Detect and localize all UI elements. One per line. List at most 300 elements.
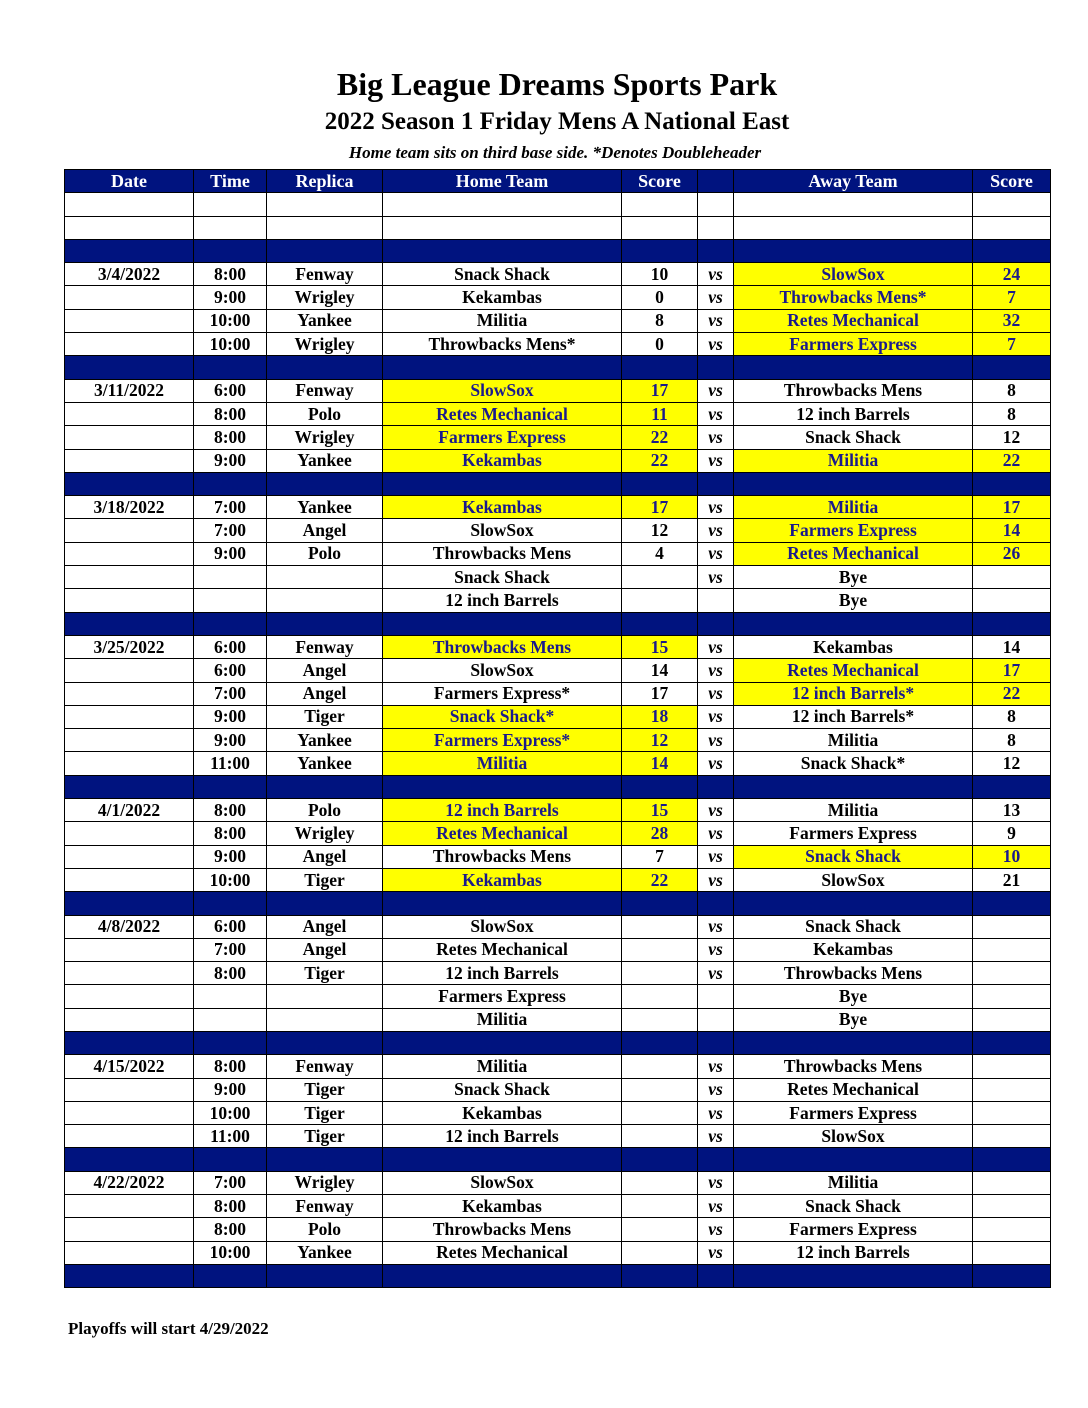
- cell-away-team: SlowSox: [734, 263, 973, 286]
- cell-away-team: Militia: [734, 496, 973, 519]
- cell-vs: vs: [698, 1078, 734, 1101]
- cell-time: [194, 1148, 267, 1171]
- cell-away-score: 9: [973, 822, 1051, 845]
- cell-home-score: 17: [622, 379, 698, 402]
- game-row: [65, 915, 1051, 938]
- cell-home-team: Throwbacks Mens*: [383, 333, 622, 356]
- cell-time: [194, 216, 267, 239]
- cell-time: 8:00: [194, 822, 267, 845]
- cell-home-score: [622, 985, 698, 1008]
- game-row: [65, 799, 1051, 822]
- cell-away-score: [973, 1264, 1051, 1287]
- cell-away-score: 17: [973, 496, 1051, 519]
- cell-vs: vs: [698, 1125, 734, 1148]
- cell-away-team: 12 inch Barrels: [734, 402, 973, 425]
- cell-home-score: [622, 356, 698, 379]
- cell-date: [65, 333, 194, 356]
- cell-home-score: [622, 193, 698, 216]
- cell-home-score: 15: [622, 635, 698, 658]
- game-row: [65, 286, 1051, 309]
- cell-away-team: Militia: [734, 449, 973, 472]
- cell-away-team: Throwbacks Mens: [734, 962, 973, 985]
- cell-vs: vs: [698, 729, 734, 752]
- game-row: [65, 1125, 1051, 1148]
- cell-time: [194, 1031, 267, 1054]
- cell-time: [194, 1264, 267, 1287]
- cell-away-team: [734, 239, 973, 262]
- game-row: [65, 1171, 1051, 1194]
- cell-home-team: Kekambas: [383, 496, 622, 519]
- cell-date: 4/22/2022: [65, 1171, 194, 1194]
- cell-time: 9:00: [194, 705, 267, 728]
- cell-time: 6:00: [194, 379, 267, 402]
- cell-home-team: Snack Shack*: [383, 705, 622, 728]
- cell-time: 8:00: [194, 426, 267, 449]
- game-row: [65, 309, 1051, 332]
- cell-away-score: [973, 612, 1051, 635]
- game-row: [65, 938, 1051, 961]
- cell-home-score: 15: [622, 799, 698, 822]
- cell-date: [65, 1195, 194, 1218]
- cell-away-score: 7: [973, 286, 1051, 309]
- cell-vs: [698, 1264, 734, 1287]
- cell-date: [65, 589, 194, 612]
- cell-home-team: Snack Shack: [383, 263, 622, 286]
- cell-time: 8:00: [194, 799, 267, 822]
- cell-home-score: 22: [622, 449, 698, 472]
- cell-away-score: [973, 962, 1051, 985]
- game-row: [65, 589, 1051, 612]
- cell-home-team: Snack Shack: [383, 1078, 622, 1101]
- table-header: [65, 170, 1051, 193]
- cell-date: [65, 705, 194, 728]
- cell-date: [65, 193, 194, 216]
- cell-replica: Wrigley: [267, 822, 383, 845]
- playoffs-note: Playoffs will start 4/29/2022: [68, 1319, 269, 1338]
- cell-home-team: SlowSox: [383, 1171, 622, 1194]
- cell-vs: vs: [698, 333, 734, 356]
- cell-away-team: [734, 775, 973, 798]
- cell-vs: vs: [698, 938, 734, 961]
- game-row: [65, 449, 1051, 472]
- cell-away-score: 8: [973, 705, 1051, 728]
- cell-home-score: 8: [622, 309, 698, 332]
- cell-time: 11:00: [194, 752, 267, 775]
- game-row: [65, 729, 1051, 752]
- cell-replica: Angel: [267, 659, 383, 682]
- cell-home-team: Militia: [383, 1055, 622, 1078]
- header-home-score: Score: [622, 170, 698, 193]
- cell-date: 3/18/2022: [65, 496, 194, 519]
- week-separator-row: [65, 356, 1051, 379]
- cell-vs: [698, 775, 734, 798]
- cell-away-score: 8: [973, 379, 1051, 402]
- cell-away-team: Militia: [734, 729, 973, 752]
- cell-away-score: [973, 1125, 1051, 1148]
- cell-away-team: [734, 892, 973, 915]
- cell-home-team: [383, 612, 622, 635]
- cell-vs: vs: [698, 286, 734, 309]
- cell-date: [65, 938, 194, 961]
- cell-date: [65, 1264, 194, 1287]
- cell-away-team: [734, 1264, 973, 1287]
- cell-home-score: [622, 1264, 698, 1287]
- cell-vs: vs: [698, 752, 734, 775]
- cell-time: 8:00: [194, 402, 267, 425]
- blank-row: [65, 216, 1051, 239]
- cell-home-team: 12 inch Barrels: [383, 1125, 622, 1148]
- game-row: [65, 985, 1051, 1008]
- cell-replica: Fenway: [267, 1055, 383, 1078]
- cell-away-score: 13: [973, 799, 1051, 822]
- cell-time: [194, 985, 267, 1008]
- cell-replica: [267, 193, 383, 216]
- header-date: Date: [65, 170, 194, 193]
- cell-away-team: Kekambas: [734, 938, 973, 961]
- cell-vs: [698, 1148, 734, 1171]
- cell-date: [65, 1148, 194, 1171]
- header-away-score: Score: [973, 170, 1051, 193]
- cell-home-team: Farmers Express: [383, 985, 622, 1008]
- game-row: [65, 682, 1051, 705]
- game-row: [65, 542, 1051, 565]
- cell-time: [194, 1008, 267, 1031]
- cell-vs: vs: [698, 426, 734, 449]
- cell-away-team: [734, 1148, 973, 1171]
- cell-away-score: [973, 892, 1051, 915]
- cell-time: [194, 892, 267, 915]
- cell-away-score: [973, 938, 1051, 961]
- cell-home-team: SlowSox: [383, 915, 622, 938]
- cell-away-team: Bye: [734, 566, 973, 589]
- cell-home-score: [622, 1171, 698, 1194]
- cell-home-team: Snack Shack: [383, 566, 622, 589]
- cell-home-score: [622, 1148, 698, 1171]
- cell-replica: [267, 472, 383, 495]
- cell-time: 6:00: [194, 915, 267, 938]
- cell-home-team: 12 inch Barrels: [383, 799, 622, 822]
- cell-replica: Tiger: [267, 705, 383, 728]
- cell-away-score: 14: [973, 635, 1051, 658]
- cell-home-team: Kekambas: [383, 1195, 622, 1218]
- cell-vs: vs: [698, 402, 734, 425]
- cell-away-score: [973, 1031, 1051, 1054]
- cell-replica: Angel: [267, 845, 383, 868]
- cell-date: 3/25/2022: [65, 635, 194, 658]
- cell-away-team: Throwbacks Mens*: [734, 286, 973, 309]
- cell-replica: Wrigley: [267, 1171, 383, 1194]
- cell-away-score: [973, 193, 1051, 216]
- cell-time: 9:00: [194, 542, 267, 565]
- cell-home-team: Farmers Express*: [383, 729, 622, 752]
- cell-replica: [267, 1008, 383, 1031]
- cell-time: 6:00: [194, 635, 267, 658]
- cell-away-score: [973, 1195, 1051, 1218]
- cell-away-score: [973, 775, 1051, 798]
- cell-time: [194, 775, 267, 798]
- cell-vs: [698, 193, 734, 216]
- cell-home-team: Retes Mechanical: [383, 822, 622, 845]
- cell-time: [194, 612, 267, 635]
- cell-date: [65, 892, 194, 915]
- cell-away-score: [973, 239, 1051, 262]
- cell-home-team: [383, 892, 622, 915]
- game-row: [65, 1008, 1051, 1031]
- cell-time: 9:00: [194, 1078, 267, 1101]
- cell-replica: [267, 985, 383, 1008]
- cell-away-score: [973, 1078, 1051, 1101]
- cell-date: [65, 1078, 194, 1101]
- cell-home-score: 22: [622, 426, 698, 449]
- cell-away-team: Bye: [734, 1008, 973, 1031]
- cell-home-team: SlowSox: [383, 659, 622, 682]
- cell-replica: Polo: [267, 1218, 383, 1241]
- cell-home-score: 12: [622, 729, 698, 752]
- schedule-table: [64, 169, 1051, 1288]
- cell-away-team: Snack Shack: [734, 915, 973, 938]
- cell-time: 10:00: [194, 1101, 267, 1124]
- cell-away-score: [973, 1101, 1051, 1124]
- cell-replica: [267, 1264, 383, 1287]
- cell-date: [65, 682, 194, 705]
- cell-away-team: Retes Mechanical: [734, 659, 973, 682]
- cell-date: [65, 1031, 194, 1054]
- cell-date: [65, 1101, 194, 1124]
- cell-away-team: [734, 216, 973, 239]
- game-row: [65, 1218, 1051, 1241]
- cell-home-team: Throwbacks Mens: [383, 542, 622, 565]
- cell-time: 8:00: [194, 1055, 267, 1078]
- cell-replica: Fenway: [267, 379, 383, 402]
- cell-vs: [698, 239, 734, 262]
- game-row: [65, 868, 1051, 891]
- cell-home-score: 17: [622, 682, 698, 705]
- cell-away-score: [973, 472, 1051, 495]
- game-row: [65, 566, 1051, 589]
- cell-home-team: Kekambas: [383, 1101, 622, 1124]
- cell-date: [65, 449, 194, 472]
- game-row: [65, 1055, 1051, 1078]
- cell-replica: Tiger: [267, 962, 383, 985]
- cell-home-score: [622, 1218, 698, 1241]
- game-row: [65, 496, 1051, 519]
- cell-home-score: [622, 1031, 698, 1054]
- game-row: [65, 962, 1051, 985]
- cell-time: 9:00: [194, 286, 267, 309]
- cell-replica: Fenway: [267, 1195, 383, 1218]
- week-separator-row: [65, 472, 1051, 495]
- cell-replica: Yankee: [267, 309, 383, 332]
- cell-date: [65, 659, 194, 682]
- cell-time: 8:00: [194, 962, 267, 985]
- cell-vs: vs: [698, 915, 734, 938]
- cell-date: [65, 1008, 194, 1031]
- cell-vs: vs: [698, 1218, 734, 1241]
- cell-replica: Angel: [267, 519, 383, 542]
- page-subtitle: 2022 Season 1 Friday Mens A National East: [324, 108, 790, 135]
- cell-replica: Yankee: [267, 752, 383, 775]
- cell-home-team: Retes Mechanical: [383, 402, 622, 425]
- cell-replica: Yankee: [267, 449, 383, 472]
- game-row: [65, 263, 1051, 286]
- cell-home-score: [622, 962, 698, 985]
- cell-vs: vs: [698, 496, 734, 519]
- cell-home-score: 4: [622, 542, 698, 565]
- cell-home-team: Kekambas: [383, 286, 622, 309]
- cell-date: 3/4/2022: [65, 263, 194, 286]
- cell-home-score: 28: [622, 822, 698, 845]
- cell-vs: [698, 356, 734, 379]
- cell-home-team: Militia: [383, 1008, 622, 1031]
- cell-time: 8:00: [194, 1195, 267, 1218]
- cell-replica: Angel: [267, 915, 383, 938]
- game-row: [65, 1195, 1051, 1218]
- header-vs: [698, 170, 734, 193]
- cell-time: [194, 472, 267, 495]
- cell-away-score: 22: [973, 682, 1051, 705]
- header-home-team: Home Team: [383, 170, 622, 193]
- cell-away-team: Farmers Express: [734, 519, 973, 542]
- cell-date: [65, 1218, 194, 1241]
- cell-home-score: [622, 1101, 698, 1124]
- cell-home-team: [383, 1264, 622, 1287]
- cell-replica: Fenway: [267, 635, 383, 658]
- cell-away-team: Farmers Express: [734, 1101, 973, 1124]
- cell-date: [65, 845, 194, 868]
- cell-away-score: [973, 589, 1051, 612]
- week-separator-row: [65, 892, 1051, 915]
- cell-time: 7:00: [194, 1171, 267, 1194]
- cell-date: 3/11/2022: [65, 379, 194, 402]
- cell-away-score: 22: [973, 449, 1051, 472]
- cell-vs: vs: [698, 1055, 734, 1078]
- cell-vs: vs: [698, 635, 734, 658]
- cell-replica: Polo: [267, 402, 383, 425]
- cell-vs: vs: [698, 309, 734, 332]
- week-separator-row: [65, 1031, 1051, 1054]
- week-separator-row: [65, 239, 1051, 262]
- cell-replica: [267, 356, 383, 379]
- game-row: [65, 402, 1051, 425]
- cell-vs: vs: [698, 263, 734, 286]
- cell-home-team: Retes Mechanical: [383, 938, 622, 961]
- cell-time: [194, 239, 267, 262]
- cell-time: 10:00: [194, 309, 267, 332]
- cell-replica: Wrigley: [267, 426, 383, 449]
- cell-replica: Yankee: [267, 729, 383, 752]
- cell-time: 11:00: [194, 1125, 267, 1148]
- cell-away-team: Snack Shack*: [734, 752, 973, 775]
- cell-date: [65, 216, 194, 239]
- game-row: [65, 635, 1051, 658]
- cell-away-team: 12 inch Barrels*: [734, 705, 973, 728]
- cell-away-score: [973, 1055, 1051, 1078]
- cell-home-team: 12 inch Barrels: [383, 962, 622, 985]
- cell-vs: vs: [698, 705, 734, 728]
- cell-home-score: 11: [622, 402, 698, 425]
- cell-home-team: [383, 356, 622, 379]
- cell-time: [194, 356, 267, 379]
- cell-away-score: 12: [973, 752, 1051, 775]
- cell-home-score: [622, 1125, 698, 1148]
- cell-time: 10:00: [194, 333, 267, 356]
- cell-time: 9:00: [194, 449, 267, 472]
- cell-date: [65, 309, 194, 332]
- cell-away-team: Farmers Express: [734, 333, 973, 356]
- cell-time: [194, 589, 267, 612]
- cell-away-score: 17: [973, 659, 1051, 682]
- header-away-team: Away Team: [734, 170, 973, 193]
- cell-home-team: [383, 239, 622, 262]
- cell-home-team: Throwbacks Mens: [383, 845, 622, 868]
- cell-replica: Angel: [267, 938, 383, 961]
- cell-away-score: [973, 216, 1051, 239]
- cell-away-score: 32: [973, 309, 1051, 332]
- cell-time: 8:00: [194, 263, 267, 286]
- cell-home-team: [383, 1148, 622, 1171]
- cell-replica: Tiger: [267, 1125, 383, 1148]
- cell-home-team: Farmers Express*: [383, 682, 622, 705]
- cell-replica: [267, 566, 383, 589]
- cell-home-team: Throwbacks Mens: [383, 1218, 622, 1241]
- cell-time: 9:00: [194, 845, 267, 868]
- game-row: [65, 333, 1051, 356]
- cell-home-team: Throwbacks Mens: [383, 635, 622, 658]
- cell-date: [65, 775, 194, 798]
- cell-home-score: 7: [622, 845, 698, 868]
- cell-away-score: [973, 1148, 1051, 1171]
- cell-vs: vs: [698, 868, 734, 891]
- table-body: [65, 193, 1051, 1288]
- cell-replica: Angel: [267, 682, 383, 705]
- game-row: [65, 752, 1051, 775]
- cell-vs: [698, 216, 734, 239]
- cell-home-score: [622, 239, 698, 262]
- page-title: Big League Dreams Sports Park: [336, 66, 778, 102]
- cell-home-score: 18: [622, 705, 698, 728]
- cell-away-score: 10: [973, 845, 1051, 868]
- cell-replica: Tiger: [267, 1078, 383, 1101]
- game-row: [65, 1101, 1051, 1124]
- cell-vs: vs: [698, 659, 734, 682]
- cell-date: [65, 519, 194, 542]
- cell-vs: [698, 892, 734, 915]
- cell-date: [65, 822, 194, 845]
- cell-vs: vs: [698, 799, 734, 822]
- cell-away-team: Militia: [734, 1171, 973, 1194]
- cell-home-team: [383, 1031, 622, 1054]
- cell-replica: [267, 1148, 383, 1171]
- cell-replica: [267, 892, 383, 915]
- cell-home-team: Militia: [383, 309, 622, 332]
- cell-vs: vs: [698, 379, 734, 402]
- cell-replica: Tiger: [267, 1101, 383, 1124]
- cell-date: [65, 402, 194, 425]
- cell-date: [65, 1241, 194, 1264]
- game-row: [65, 659, 1051, 682]
- cell-home-score: [622, 775, 698, 798]
- header-replica: Replica: [267, 170, 383, 193]
- cell-away-score: 24: [973, 263, 1051, 286]
- cell-home-team: 12 inch Barrels: [383, 589, 622, 612]
- cell-replica: [267, 239, 383, 262]
- cell-away-score: [973, 1241, 1051, 1264]
- cell-date: [65, 286, 194, 309]
- cell-replica: [267, 589, 383, 612]
- cell-home-score: 0: [622, 286, 698, 309]
- cell-time: 7:00: [194, 519, 267, 542]
- cell-date: [65, 472, 194, 495]
